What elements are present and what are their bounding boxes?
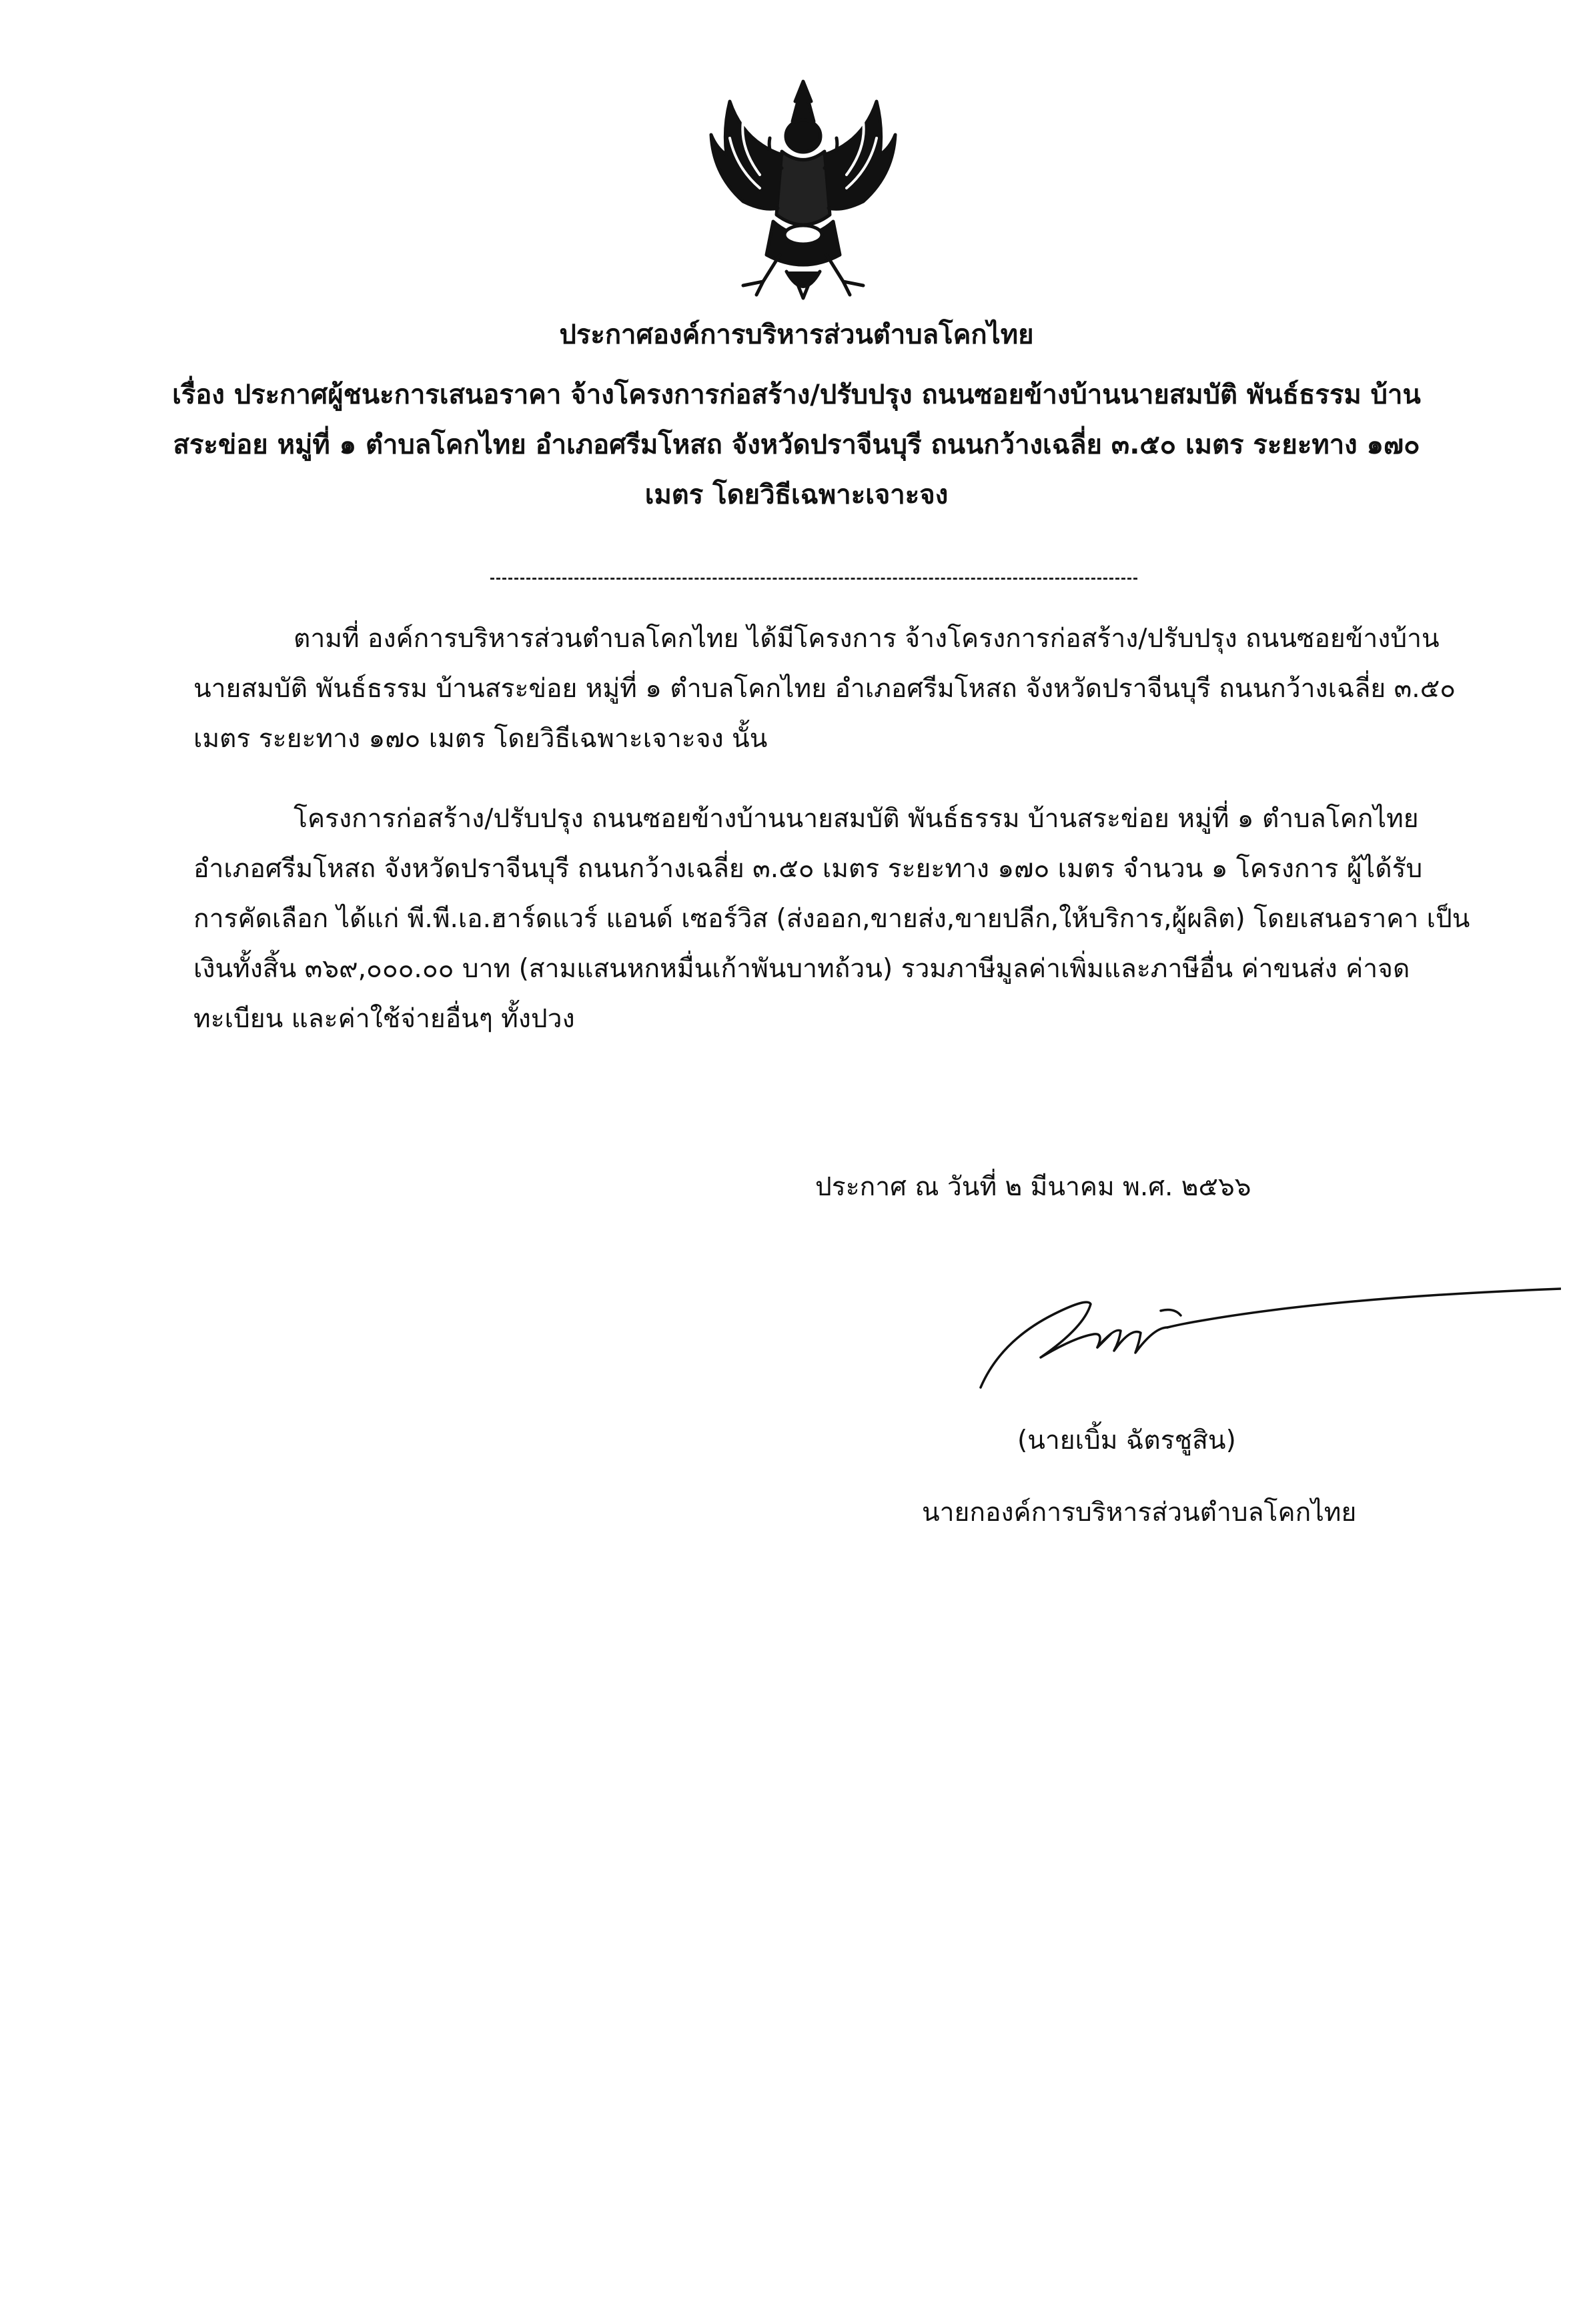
paragraph-line: ตามที่ องค์การบริหารส่วนตำบลโคกไทย ได้มีโครงการ จ้างโครงการก่อสร้าง/ปรับปรุง ถนนซอยข้างบ้าน — [294, 624, 1440, 654]
subject-line: สระข่อย หมู่ที่ ๑ ตำบลโคกไทย อำเภอศรีมโหสถ จังหวัดปราจีนบุรี ถนนกว้างเฉลี่ย ๓.๕๐ เมตร ระยะทาง ๑๗๐ — [173, 430, 1420, 460]
paragraph-line: เงินทั้งสิ้น ๓๖๙,๐๐๐.๐๐ บาท (สามแสนหกหมื่นเก้าพันบาทถ้วน) รวมภาษีมูลค่าเพิ่มและภาษีอื่น ค่าขนส่ง ค่าจด — [193, 954, 1410, 984]
garuda-emblem-icon — [703, 75, 903, 304]
signer-name: (นายเบิ้ม ฉัตรชูสิน) — [1017, 1425, 1236, 1456]
divider-line — [490, 578, 1137, 580]
paragraph-line: อำเภอศรีมโหสถ จังหวัดปราจีนบุรี ถนนกว้างเฉลี่ย ๓.๕๐ เมตร ระยะทาง ๑๗๐ เมตร จำนวน ๑ โครงการ ผู้ได้รับ — [193, 854, 1423, 884]
paragraph-line: ทะเบียน และค่าใช้จ่ายอื่นๆ ทั้งปวง — [193, 1004, 575, 1034]
announcement-date: ประกาศ ณ วันที่ ๒ มีนาคม พ.ศ. ๒๕๖๖ — [815, 1172, 1251, 1202]
signature-icon — [961, 1241, 1561, 1394]
paragraph-line: โครงการก่อสร้าง/ปรับปรุง ถนนซอยข้างบ้านนายสมบัติ พันธ์ธรรม บ้านสระข่อย หมู่ที่ ๑ ตำบลโคกไทย — [294, 804, 1419, 834]
paragraph-winner — [193, 794, 1481, 1044]
paragraph-background — [193, 614, 1481, 764]
paragraph-line: เมตร ระยะทาง ๑๗๐ เมตร โดยวิธีเฉพาะเจาะจง นั้น — [193, 724, 768, 754]
paragraph-line: การคัดเลือก ได้แก่ พี.พี.เอ.ฮาร์ดแวร์ แอนด์ เซอร์วิส (ส่งออก,ขายส่ง,ขายปลีก,ให้บริการ,ผู้ผลิต) โดยเสนอราคา เป็น — [193, 904, 1470, 934]
subject-block — [113, 370, 1480, 520]
subject-line: เมตร โดยวิธีเฉพาะเจาะจง — [644, 480, 949, 510]
paragraph-line: นายสมบัติ พันธ์ธรรม บ้านสระข่อย หมู่ที่ ๑ ตำบลโคกไทย อำเภอศรีมโหสถ จังหวัดปราจีนบุรี ถนนกว้างเฉลี่ย ๓.๕๐ — [193, 674, 1456, 704]
subject-line: เรื่อง ประกาศผู้ชนะการเสนอราคา จ้างโครงการก่อสร้าง/ปรับปรุง ถนนซอยข้างบ้านนายสมบัติ พันธ์ธรรม บ้าน — [172, 380, 1421, 410]
signer-position: นายกองค์การบริหารส่วนตำบลโคกไทย — [922, 1498, 1357, 1528]
announcement-title: ประกาศองค์การบริหารส่วนตำบลโคกไทย — [559, 320, 1034, 350]
